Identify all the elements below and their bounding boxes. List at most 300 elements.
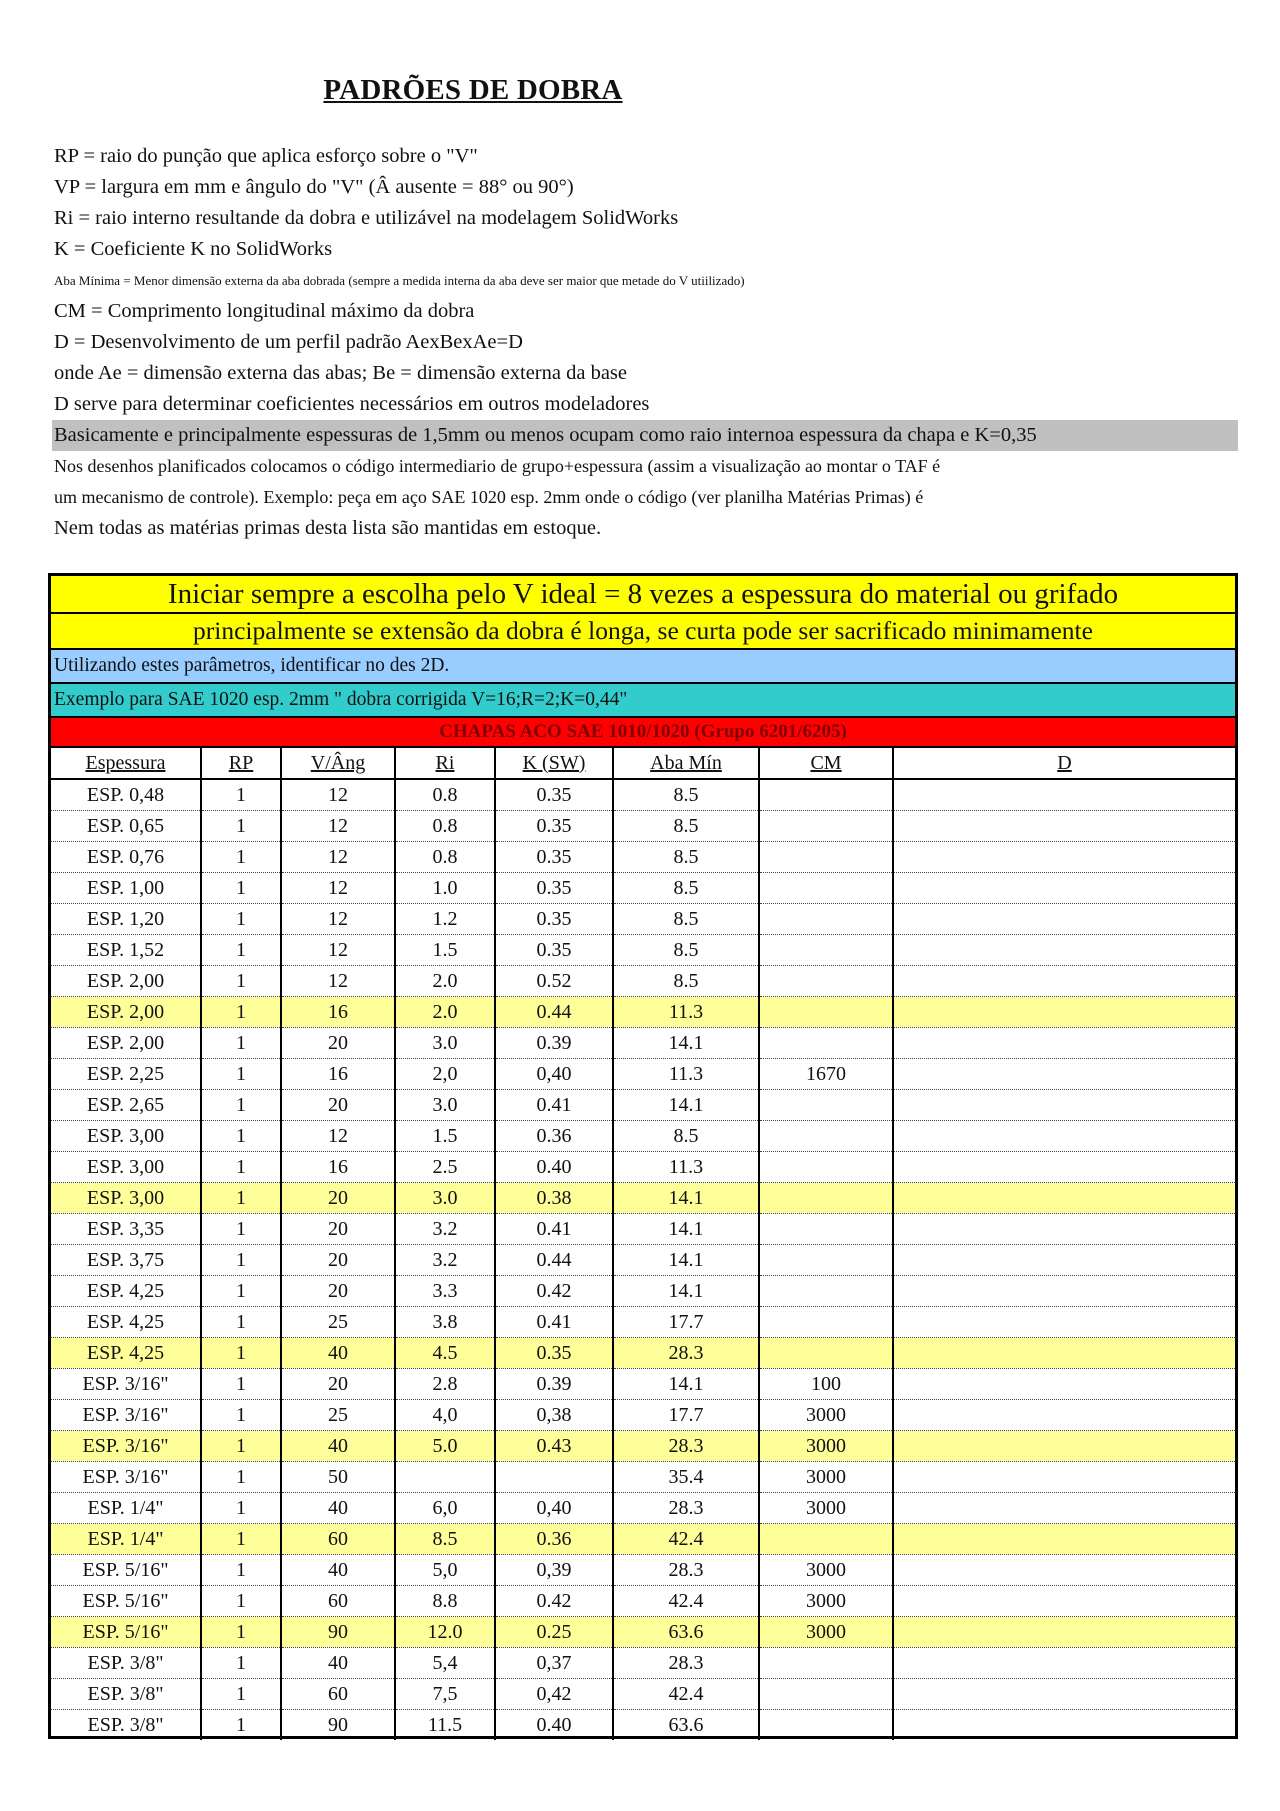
table-cell[interactable]: 3.2 [395, 1214, 495, 1245]
table-row [51, 873, 1235, 904]
table-cell[interactable]: 8.5 [613, 842, 759, 873]
table-cell[interactable] [893, 966, 1235, 997]
table-cell[interactable]: 1 [201, 1028, 281, 1059]
table-cell[interactable]: 1 [201, 1152, 281, 1183]
table-row [51, 1152, 1235, 1183]
table-cell[interactable]: 1 [201, 935, 281, 966]
table-cell[interactable] [759, 1679, 893, 1710]
table-cell[interactable]: ESP. 3/8" [51, 1679, 201, 1710]
col-espessura[interactable]: Espessura [51, 748, 201, 779]
table-cell[interactable] [893, 935, 1235, 966]
note-line: VP = largura em mm e ângulo do "V" (Â ausente = 88° ou 90°) [54, 176, 574, 198]
table-cell[interactable] [893, 1400, 1235, 1431]
table-cell[interactable]: 0.43 [495, 1431, 613, 1462]
table-cell[interactable]: 0.38 [495, 1183, 613, 1214]
table-cell[interactable]: 0.8 [395, 779, 495, 811]
table-cell[interactable] [759, 1276, 893, 1307]
table-cell[interactable]: 12 [281, 811, 395, 842]
table-cell[interactable]: 1 [201, 1183, 281, 1214]
section-title: CHAPAS ACO SAE 1010/1020 (Grupo 6201/6205) [51, 718, 1235, 748]
bend-standards-sheet [48, 573, 1238, 1739]
table-row [51, 1431, 1235, 1462]
table-cell[interactable]: 1 [201, 1493, 281, 1524]
table-cell[interactable] [893, 1617, 1235, 1648]
table-cell[interactable]: 14.1 [613, 1090, 759, 1121]
table-cell[interactable]: ESP. 3/8" [87, 1713, 164, 1736]
table-cell[interactable] [759, 1710, 893, 1741]
table-cell[interactable]: 40 [281, 1648, 395, 1679]
table-cell[interactable]: 1 [201, 1369, 281, 1400]
table-row [51, 1617, 1235, 1648]
table-cell[interactable]: 12.0 [395, 1617, 495, 1648]
table-cell[interactable]: 0.40 [495, 1152, 613, 1183]
table-cell[interactable]: 11.3 [613, 997, 759, 1028]
table-row [51, 966, 1235, 997]
table-row [51, 811, 1235, 842]
table-cell[interactable]: 0.44 [495, 997, 613, 1028]
table-cell[interactable]: 28.3 [613, 1648, 759, 1679]
table-cell[interactable]: 60 [281, 1679, 395, 1710]
table-cell[interactable]: ESP. 2,00 [51, 997, 201, 1028]
table-cell[interactable]: 12 [281, 935, 395, 966]
table-cell[interactable]: 1 [201, 1617, 281, 1648]
table-cell[interactable]: 1 [201, 904, 281, 935]
table-cell[interactable]: ESP. 0,76 [51, 842, 201, 873]
table-cell[interactable] [893, 1338, 1235, 1369]
table-cell[interactable]: 5.0 [395, 1431, 495, 1462]
table-cell[interactable] [893, 1183, 1235, 1214]
table-row [51, 935, 1235, 966]
table-cell[interactable]: ESP. 3,00 [51, 1152, 201, 1183]
table-cell[interactable] [759, 1338, 893, 1369]
table-cell[interactable]: ESP. 1,00 [51, 873, 201, 904]
table-cell[interactable]: 8.5 [395, 1524, 495, 1555]
table-cell[interactable]: 8.5 [613, 966, 759, 997]
table-row [51, 1183, 1235, 1214]
table-cell[interactable]: ESP. 1/4" [51, 1524, 201, 1555]
table-cell[interactable]: 1 [201, 1710, 281, 1741]
table-cell[interactable]: 0.41 [495, 1307, 613, 1338]
table-cell[interactable]: ESP. 2,00 [51, 966, 201, 997]
table-cell[interactable]: ESP. 2,00 [51, 1028, 201, 1059]
table-cell[interactable]: 3.0 [395, 1090, 495, 1121]
table-cell[interactable]: 11.3 [613, 1059, 759, 1090]
table-cell[interactable]: 60 [281, 1586, 395, 1617]
table-cell[interactable] [893, 1307, 1235, 1338]
table-cell[interactable]: 28.3 [613, 1555, 759, 1586]
table-cell[interactable] [893, 1524, 1235, 1555]
table-cell[interactable]: 8.5 [613, 873, 759, 904]
table-cell[interactable]: 0.36 [495, 1121, 613, 1152]
table-cell[interactable] [759, 935, 893, 966]
table-cell[interactable]: 1.2 [395, 904, 495, 935]
table-cell[interactable] [759, 779, 893, 811]
table-cell[interactable]: ESP. 2,25 [51, 1059, 201, 1090]
col-k-sw[interactable]: K (SW) [495, 748, 613, 779]
table-cell[interactable]: ESP. 4,25 [51, 1307, 201, 1338]
table-row [51, 1121, 1235, 1152]
table-cell[interactable]: 3.8 [395, 1307, 495, 1338]
table-cell[interactable]: 1 [201, 1462, 281, 1493]
table-cell[interactable] [893, 1462, 1235, 1493]
table-cell[interactable]: 14.1 [613, 1245, 759, 1276]
table-cell[interactable]: 42.4 [613, 1524, 759, 1555]
table-cell[interactable]: 12 [281, 1121, 395, 1152]
table-cell[interactable]: 11.3 [613, 1152, 759, 1183]
table-cell[interactable]: 20 [281, 1183, 395, 1214]
table-cell[interactable] [759, 1028, 893, 1059]
table-cell[interactable] [893, 1059, 1235, 1090]
table-cell[interactable] [893, 1152, 1235, 1183]
table-cell[interactable]: 0.40 [495, 1710, 613, 1741]
table-cell[interactable]: 60 [281, 1524, 395, 1555]
table-cell[interactable]: 14.1 [613, 1183, 759, 1214]
table-cell[interactable]: 20 [281, 1369, 395, 1400]
table-cell[interactable] [893, 1710, 1235, 1741]
table-row [51, 1338, 1235, 1369]
table-cell[interactable]: 20 [281, 1276, 395, 1307]
table-cell[interactable] [893, 1679, 1235, 1710]
table-cell[interactable]: 14.1 [613, 1214, 759, 1245]
table-row [51, 1369, 1235, 1400]
table-cell[interactable]: 8.5 [613, 779, 759, 811]
table-cell[interactable]: 12 [281, 904, 395, 935]
table-cell[interactable]: 50 [281, 1462, 395, 1493]
table-cell[interactable]: 40 [281, 1338, 395, 1369]
table-cell[interactable]: 1 [201, 873, 281, 904]
table-cell[interactable]: 3.0 [395, 1183, 495, 1214]
table-cell[interactable]: 5,4 [395, 1648, 495, 1679]
table-row [51, 1648, 1235, 1679]
table-cell[interactable]: 100 [759, 1369, 893, 1400]
table-cell[interactable] [759, 1307, 893, 1338]
table-cell[interactable]: ESP. 0,65 [51, 811, 201, 842]
table-cell[interactable] [893, 1214, 1235, 1245]
table-cell[interactable]: ESP. 3,35 [51, 1214, 201, 1245]
table-cell[interactable] [893, 1028, 1235, 1059]
table-cell[interactable]: 20 [281, 1090, 395, 1121]
table-cell[interactable] [893, 873, 1235, 904]
table-cell[interactable]: 63.6 [613, 1710, 759, 1741]
col-ri[interactable]: Ri [395, 748, 495, 779]
table-cell[interactable]: 1 [201, 1276, 281, 1307]
table-cell[interactable]: 35.4 [613, 1462, 759, 1493]
page-title: PADRÕES DE DOBRA [323, 74, 623, 106]
table-cell[interactable]: 2.8 [395, 1369, 495, 1400]
note-line: Basicamente e principalmente espessuras de 1,5mm ou menos ocupam como raio internoa espessura da chapa e K=0,35 [52, 420, 1238, 451]
table-cell[interactable]: 0.44 [495, 1245, 613, 1276]
table-row [51, 1555, 1235, 1586]
table-cell[interactable] [759, 873, 893, 904]
table-cell[interactable]: 20 [281, 1245, 395, 1276]
table-cell[interactable]: 28.3 [613, 1493, 759, 1524]
table-cell[interactable]: 3000 [759, 1555, 893, 1586]
table-cell[interactable]: 17.7 [613, 1400, 759, 1431]
note-line: Aba Mínima = Menor dimensão externa da aba dobrada (sempre a medida interna da aba deve ser maior que metade do V utiilizado) [54, 273, 745, 288]
table-body [51, 779, 1235, 1740]
table-cell[interactable] [759, 1245, 893, 1276]
table-cell[interactable]: 1 [201, 1524, 281, 1555]
table-cell[interactable]: 40 [281, 1431, 395, 1462]
table-cell[interactable]: 1 [201, 1648, 281, 1679]
table-cell[interactable] [893, 1121, 1235, 1152]
table-row [51, 1245, 1235, 1276]
table-row [51, 779, 1235, 811]
table-cell[interactable]: 14.1 [613, 1369, 759, 1400]
table-cell[interactable]: 8.8 [395, 1586, 495, 1617]
table-cell[interactable]: 1 [201, 1245, 281, 1276]
table-cell[interactable]: ESP. 0,48 [51, 779, 201, 811]
table-cell[interactable]: 1 [201, 997, 281, 1028]
table-cell[interactable]: ESP. 3/16" [51, 1431, 201, 1462]
table-cell[interactable] [759, 1183, 893, 1214]
table-cell[interactable]: 0.52 [495, 966, 613, 997]
table-cell[interactable] [759, 1214, 893, 1245]
table-cell[interactable]: 3.2 [395, 1245, 495, 1276]
table-cell[interactable]: 0,40 [495, 1059, 613, 1090]
table-cell[interactable]: 3000 [759, 1617, 893, 1648]
banner-example: Exemplo para SAE 1020 esp. 2mm " dobra corrigida V=16;R=2;K=0,44" [51, 684, 1235, 718]
table-cell[interactable] [759, 1121, 893, 1152]
table-cell[interactable]: ESP. 1/4" [51, 1493, 201, 1524]
table-cell[interactable]: 6,0 [395, 1493, 495, 1524]
col-rp[interactable]: RP [201, 748, 281, 779]
table-cell[interactable]: 3000 [759, 1586, 893, 1617]
table-cell[interactable]: 0.42 [495, 1276, 613, 1307]
table-cell[interactable]: ESP. 5/16" [51, 1555, 201, 1586]
table-cell[interactable]: 1 [201, 966, 281, 997]
table-cell[interactable]: 0.35 [495, 904, 613, 935]
table-cell[interactable] [759, 811, 893, 842]
table-cell[interactable] [759, 997, 893, 1028]
table-cell[interactable] [893, 811, 1235, 842]
table-cell[interactable]: 0.41 [495, 1214, 613, 1245]
table-cell[interactable] [759, 1648, 893, 1679]
table-cell[interactable]: 3000 [759, 1431, 893, 1462]
table-cell[interactable]: 0.8 [395, 842, 495, 873]
table-cell[interactable] [893, 779, 1235, 811]
table-cell[interactable]: 4.5 [395, 1338, 495, 1369]
col-cm[interactable]: CM [759, 748, 893, 779]
legend-notes [52, 141, 1238, 544]
table-cell[interactable]: 0.35 [495, 779, 613, 811]
table-cell[interactable] [759, 1090, 893, 1121]
table-row [51, 1400, 1235, 1431]
table-cell[interactable] [759, 842, 893, 873]
table-cell[interactable]: 25 [281, 1400, 395, 1431]
table-cell[interactable]: 0,39 [495, 1555, 613, 1586]
table-cell[interactable]: 42.4 [613, 1586, 759, 1617]
table-cell[interactable] [893, 1245, 1235, 1276]
note-line: D serve para determinar coeficientes necessários em outros modeladores [54, 393, 650, 415]
table-cell[interactable]: 90 [281, 1710, 395, 1741]
table-cell[interactable]: 1 [201, 1121, 281, 1152]
table-cell[interactable]: 11.5 [395, 1710, 495, 1741]
table-cell[interactable]: 20 [281, 1028, 395, 1059]
table-cell[interactable]: 0,40 [495, 1493, 613, 1524]
table-row [51, 1028, 1235, 1059]
table-cell[interactable]: 0.41 [495, 1090, 613, 1121]
table-cell[interactable]: ESP. 4,25 [51, 1338, 201, 1369]
table-cell[interactable]: 12 [281, 779, 395, 811]
table-cell[interactable]: 1 [201, 1059, 281, 1090]
table-cell[interactable]: 1 [201, 811, 281, 842]
table-cell[interactable]: 1 [201, 1586, 281, 1617]
table-cell[interactable] [893, 1090, 1235, 1121]
note-line: Ri = raio interno resultande da dobra e utilizável na modelagem SolidWorks [54, 207, 679, 229]
table-cell[interactable]: 90 [281, 1617, 395, 1648]
table-cell[interactable] [893, 1431, 1235, 1462]
table-cell[interactable]: ESP. 3/16" [51, 1369, 201, 1400]
table-cell[interactable] [759, 1152, 893, 1183]
table-cell[interactable]: 0,42 [495, 1679, 613, 1710]
table-cell[interactable]: 2,0 [395, 1059, 495, 1090]
table-cell[interactable]: 16 [281, 997, 395, 1028]
table-cell[interactable]: 3000 [759, 1493, 893, 1524]
table-cell[interactable]: ESP. 5/16" [51, 1617, 201, 1648]
table-cell[interactable]: 25 [281, 1307, 395, 1338]
table-row [51, 1276, 1235, 1307]
table-cell[interactable]: 16 [281, 1152, 395, 1183]
table-cell[interactable]: ESP. 2,65 [51, 1090, 201, 1121]
table-cell[interactable]: 3.3 [395, 1276, 495, 1307]
table-cell[interactable]: 0.35 [495, 1338, 613, 1369]
table-cell[interactable]: 0.35 [495, 935, 613, 966]
table-cell[interactable]: 0.39 [495, 1369, 613, 1400]
note-line: RP = raio do punção que aplica esforço sobre o "V" [54, 145, 478, 167]
table-cell[interactable]: 0.8 [395, 811, 495, 842]
table-cell[interactable]: 3000 [759, 1400, 893, 1431]
table-cell[interactable] [395, 1462, 495, 1493]
table-cell[interactable]: 1 [201, 1679, 281, 1710]
table-cell[interactable]: 0.25 [495, 1617, 613, 1648]
table-cell[interactable]: 1 [201, 1400, 281, 1431]
table-cell[interactable]: 20 [281, 1214, 395, 1245]
table-cell[interactable]: 0.35 [495, 842, 613, 873]
table-cell[interactable]: 16 [281, 1059, 395, 1090]
table-cell[interactable]: ESP. 3,00 [51, 1183, 201, 1214]
table-cell[interactable]: 1 [201, 1307, 281, 1338]
table-cell[interactable]: 1.0 [395, 873, 495, 904]
table-cell[interactable]: ESP. 3/16" [51, 1400, 201, 1431]
note-line: D = Desenvolvimento de um perfil padrão AexBexAe=D [54, 331, 523, 353]
table-cell[interactable]: 1.5 [395, 1121, 495, 1152]
table-cell[interactable]: 1670 [759, 1059, 893, 1090]
table-row [51, 1710, 1235, 1741]
table-cell[interactable]: 8.5 [613, 1121, 759, 1152]
table-cell[interactable]: 1 [201, 1431, 281, 1462]
table-cell[interactable]: 40 [281, 1493, 395, 1524]
table-cell[interactable] [759, 1524, 893, 1555]
table-cell[interactable]: 7,5 [395, 1679, 495, 1710]
table-cell[interactable] [893, 1555, 1235, 1586]
table-cell[interactable]: 5,0 [395, 1555, 495, 1586]
table-row [51, 1586, 1235, 1617]
note-line: um mecanismo de controle). Exemplo: peça em aço SAE 1020 esp. 2mm onde o código (ver planilha Matérias Primas) é [54, 487, 924, 507]
table-cell[interactable] [893, 1369, 1235, 1400]
banner-v-ideal: Iniciar sempre a escolha pelo V ideal = 8 vezes a espessura do material ou grifado [51, 576, 1235, 614]
table-header-row [51, 748, 1235, 779]
table-row [51, 1462, 1235, 1493]
table-cell[interactable]: 8.5 [613, 904, 759, 935]
table-cell[interactable]: 0.42 [495, 1586, 613, 1617]
table-cell[interactable]: 42.4 [613, 1679, 759, 1710]
table-cell[interactable]: 1 [201, 779, 281, 811]
table-cell[interactable]: ESP. 3,00 [51, 1121, 201, 1152]
col-d[interactable]: D [893, 748, 1235, 779]
table-cell[interactable]: ESP. 3,75 [51, 1245, 201, 1276]
table-cell[interactable]: 14.1 [613, 1276, 759, 1307]
table-cell[interactable]: 0.35 [495, 811, 613, 842]
note-line: Nos desenhos planificados colocamos o código intermediario de grupo+espessura (assim a visualização ao montar o TAF é [54, 456, 941, 476]
table-cell[interactable]: 0,38 [495, 1400, 613, 1431]
table-cell[interactable]: 0,37 [495, 1648, 613, 1679]
table-cell[interactable]: 0.39 [495, 1028, 613, 1059]
table-cell[interactable] [759, 904, 893, 935]
table-cell[interactable]: 8.5 [613, 935, 759, 966]
table-cell[interactable]: 3.0 [395, 1028, 495, 1059]
table-row [51, 842, 1235, 873]
table-cell[interactable]: 1 [201, 1555, 281, 1586]
table-cell[interactable]: 63.6 [613, 1617, 759, 1648]
table-cell[interactable]: 3000 [759, 1462, 893, 1493]
table-cell[interactable]: 40 [281, 1555, 395, 1586]
table-cell[interactable]: 8.5 [613, 811, 759, 842]
table-cell[interactable] [893, 904, 1235, 935]
table-cell[interactable]: ESP. 4,25 [51, 1276, 201, 1307]
table-cell[interactable] [893, 1648, 1235, 1679]
table-cell[interactable] [893, 1276, 1235, 1307]
table-cell[interactable]: 1.5 [395, 935, 495, 966]
table-cell[interactable]: ESP. 1,20 [51, 904, 201, 935]
table-cell[interactable] [893, 1586, 1235, 1617]
col-aba-min[interactable]: Aba Mín [613, 748, 759, 779]
table-cell[interactable] [759, 966, 893, 997]
table-cell[interactable]: 1 [201, 1214, 281, 1245]
table-cell[interactable]: 12 [281, 966, 395, 997]
table-cell[interactable]: 1 [201, 1338, 281, 1369]
note-line: onde Ae = dimensão externa das abas; Be = dimensão externa da base [54, 362, 628, 384]
table-cell[interactable]: 12 [281, 873, 395, 904]
col-v-ang[interactable]: V/Âng [281, 748, 395, 779]
table-cell[interactable]: ESP. 3/16" [51, 1462, 201, 1493]
table-cell[interactable] [893, 1493, 1235, 1524]
table-cell[interactable]: 0.35 [495, 873, 613, 904]
table-cell[interactable]: 2.5 [395, 1152, 495, 1183]
table-row [51, 1059, 1235, 1090]
table-cell[interactable]: 28.3 [613, 1338, 759, 1369]
table-cell[interactable]: ESP. 5/16" [51, 1586, 201, 1617]
table-cell[interactable] [495, 1462, 613, 1493]
table-cell[interactable]: 1 [201, 842, 281, 873]
table-row [51, 1524, 1235, 1555]
table-cell[interactable]: ESP. 1,52 [51, 935, 201, 966]
table-cell[interactable]: 17.7 [613, 1307, 759, 1338]
table-cell[interactable]: 1 [201, 1090, 281, 1121]
table-cell[interactable]: 12 [281, 842, 395, 873]
table-row [51, 904, 1235, 935]
table-cell[interactable] [893, 997, 1235, 1028]
table-cell[interactable]: ESP. 3/8" [51, 1648, 201, 1679]
table-cell[interactable]: 2.0 [395, 966, 495, 997]
table-cell[interactable]: 14.1 [613, 1028, 759, 1059]
table-cell[interactable]: 28.3 [613, 1431, 759, 1462]
table-cell[interactable]: 4,0 [395, 1400, 495, 1431]
table-cell[interactable] [893, 842, 1235, 873]
table-cell[interactable]: 0.36 [495, 1524, 613, 1555]
table-row [51, 1679, 1235, 1710]
table-cell[interactable]: 2.0 [395, 997, 495, 1028]
